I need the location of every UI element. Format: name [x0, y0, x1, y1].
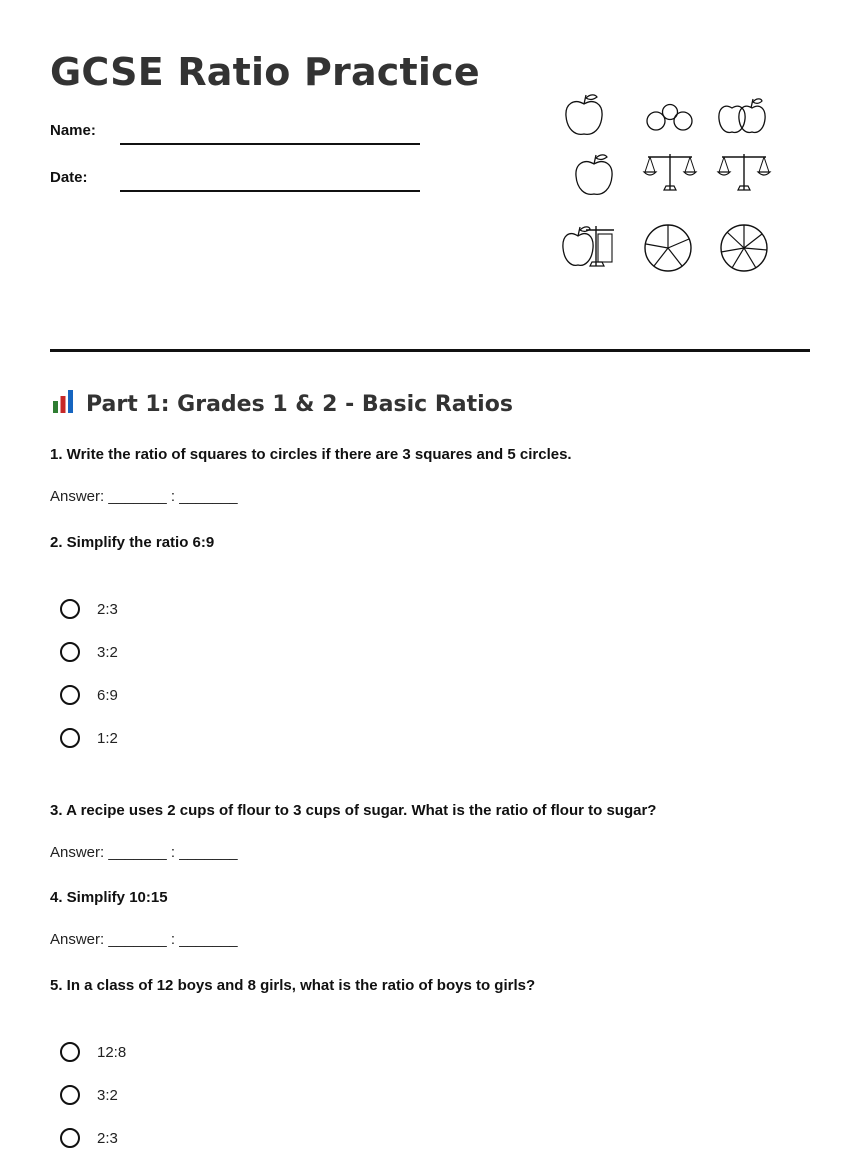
name-field[interactable] [120, 143, 420, 145]
radio-button[interactable] [60, 1128, 80, 1148]
section-title: Part 1: Grades 1 & 2 - Basic Ratios [86, 392, 513, 417]
radio-button[interactable] [60, 1042, 80, 1062]
section-heading [50, 388, 513, 417]
option-label: 6:9 [97, 686, 118, 704]
answer-line-4[interactable]: Answer: _______ : _______ [50, 931, 238, 948]
radio-button[interactable] [60, 599, 80, 619]
balance-scale-icon [716, 150, 772, 196]
option-5-c[interactable] [60, 1125, 118, 1151]
three-circles-icon [644, 102, 696, 136]
apple-icon [572, 152, 616, 200]
answer-line-3[interactable]: Answer: _______ : _______ [50, 844, 238, 861]
question-2: 2. Simplify the ratio 6:9 [50, 534, 215, 551]
option-label: 2:3 [97, 1129, 118, 1147]
question-5: 5. In a class of 12 boys and 8 girls, what is the ratio of boys to girls? [50, 977, 536, 994]
name-label: Name: [50, 122, 96, 139]
question-3: 3. A recipe uses 2 cups of flour to 3 cups of sugar. What is the ratio of flour to sugar? [50, 802, 657, 819]
option-2-a[interactable] [60, 596, 118, 622]
option-label: 2:3 [97, 600, 118, 618]
bar-chart-icon [50, 388, 76, 414]
option-5-b[interactable] [60, 1082, 118, 1108]
question-4: 4. Simplify 10:15 [50, 889, 168, 906]
apple-with-scale-icon [560, 222, 620, 272]
answer-line-1[interactable]: Answer: _______ : _______ [50, 488, 238, 505]
pie-chart-icon [642, 222, 694, 274]
page-title: GCSE Ratio Practice [50, 50, 480, 94]
ratio-illustrations [560, 92, 780, 282]
option-2-c[interactable] [60, 682, 118, 708]
pie-chart-icon [718, 222, 770, 274]
date-label: Date: [50, 169, 88, 186]
option-2-b[interactable] [60, 639, 118, 665]
balance-scale-icon [642, 150, 698, 196]
option-label: 3:2 [97, 643, 118, 661]
radio-button[interactable] [60, 728, 80, 748]
radio-button[interactable] [60, 1085, 80, 1105]
two-apples-icon [716, 94, 770, 138]
date-field[interactable] [120, 190, 420, 192]
radio-button[interactable] [60, 685, 80, 705]
option-label: 12:8 [97, 1043, 127, 1061]
option-label: 1:2 [97, 729, 118, 747]
question-1: 1. Write the ratio of squares to circles if there are 3 squares and 5 circles. [50, 446, 572, 463]
option-2-d[interactable] [60, 725, 118, 751]
option-5-a[interactable] [60, 1039, 126, 1065]
section-divider [50, 349, 810, 352]
apple-icon [562, 92, 606, 140]
radio-button[interactable] [60, 642, 80, 662]
worksheet-page [50, 0, 810, 1161]
option-label: 3:2 [97, 1086, 118, 1104]
